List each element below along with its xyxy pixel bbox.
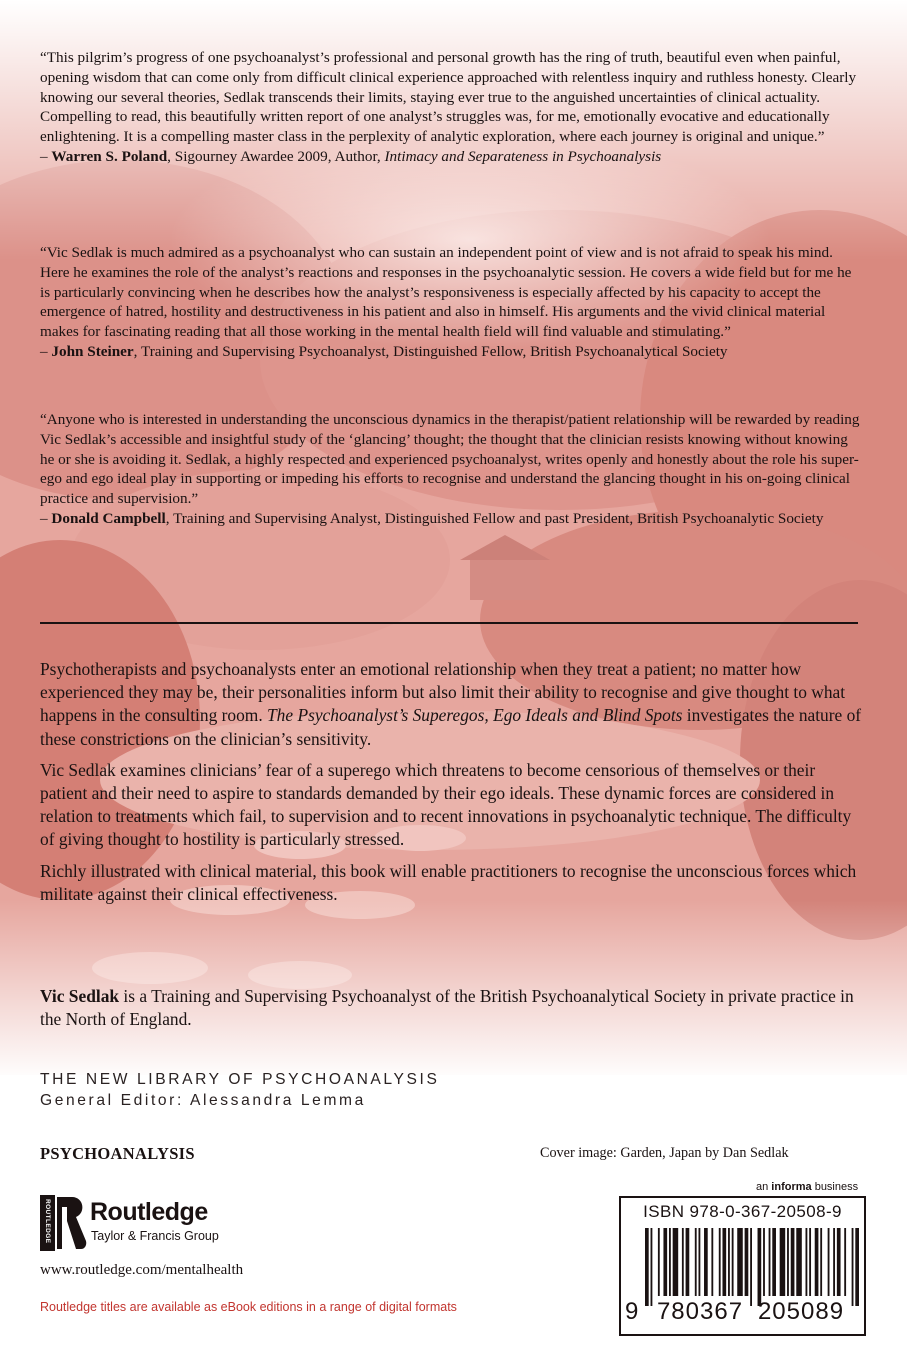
barcode-bar	[820, 1228, 822, 1296]
endorser-name: John Steiner	[51, 342, 134, 360]
barcode-bar	[682, 1228, 684, 1296]
series-editor: General Editor: Alessandra Lemma	[40, 1092, 366, 1109]
barcode-bar	[815, 1228, 819, 1296]
barcode-first-digit: 9	[625, 1298, 639, 1325]
author-bio-text: is a Training and Supervising Psychoanalyst of the British Psychoanalytical Society in private practice in the North of England.	[40, 986, 854, 1030]
barcode-bar	[719, 1228, 721, 1296]
endorsement-1	[40, 48, 865, 167]
endorsement-1-attribution: – Warren S. Poland, Sigourney Awardee 2009, Author, Intimacy and Separateness in Psychoanalysis	[40, 147, 662, 165]
barcode-bar	[704, 1228, 708, 1296]
barcode-bar	[852, 1228, 854, 1306]
barcode-bar	[711, 1228, 713, 1296]
barcode-digits-left: 780367	[656, 1298, 744, 1325]
publisher-group: Taylor & Francis Group	[91, 1229, 219, 1243]
barcode-bar	[645, 1228, 649, 1306]
barcode-bar	[745, 1228, 749, 1296]
isbn-number: ISBN 978-0-367-20508-9	[643, 1202, 842, 1221]
endorsement-2-text: “Vic Sedlak is much admired as a psychoanalyst who can sustain an independent point of view and is not afraid to speak his mind. Here he examines the role of the analyst’s reactions and responses in the psychoanalytic session. He covers a wide field but for me he is particularly convincing when he describes how the analyst’s responsiveness is especially affected by his capacity to accept the emergence of hatred, hostility and destructiveness in his patient and also in himself. His arguments and the vivid clinical material makes for fascinating reading that all those working in the mental health field will find valuable and stimulating.”	[40, 244, 852, 341]
barcode-bar	[772, 1228, 776, 1296]
endorser-book-title: Intimacy and Separateness in Psychoanalysis	[384, 147, 662, 165]
barcode-bar	[844, 1228, 846, 1296]
barcode-bar	[806, 1228, 808, 1296]
description-paragraph-3: Richly illustrated with clinical material, this book will enable practitioners to recognise the unconscious forces which militate against their clinical effectiveness.	[40, 860, 857, 904]
barcode-bar	[828, 1228, 830, 1296]
barcode-bar	[699, 1228, 701, 1296]
logo-side-text: ROUTLEDGE	[44, 1199, 51, 1244]
endorsement-3	[40, 410, 865, 529]
barcode-digits-right: 205089	[757, 1298, 845, 1325]
endorser-name: Warren S. Poland	[51, 147, 168, 165]
barcode-bar	[658, 1228, 660, 1296]
endorser-name: Donald Campbell	[51, 509, 166, 527]
author-name: Vic Sedlak	[40, 986, 120, 1006]
barcode-bar	[769, 1228, 771, 1296]
barcode-bar	[796, 1228, 802, 1296]
barcode-bar	[728, 1228, 730, 1296]
endorsement-2	[40, 243, 865, 362]
barcode-bar	[695, 1228, 697, 1296]
series-name: THE NEW LIBRARY OF PSYCHOANALYSIS	[40, 1071, 440, 1088]
series-info	[40, 1069, 440, 1111]
barcode-bar	[758, 1228, 762, 1306]
barcode-bar	[732, 1228, 734, 1296]
author-bio	[40, 985, 865, 1031]
description-paragraph-1: Psychotherapists and psychoanalysts enter an emotional relationship when they treat a patient; no matter how experienced they may be, their personalities inform but also limit their ability to recognise and give thought to what happens in the consulting room. The Psychoanalyst’s Superegos, Ego Ideals and Blind Spots investigates the nature of these constrictions on the clinician’s sensitivity.	[40, 659, 862, 749]
endorsement-2-attribution: – John Steiner, Training and Supervising Psychoanalyst, Distinguished Fellow, British Psychoanalytical Society	[40, 342, 728, 360]
barcode-bar	[686, 1228, 690, 1296]
barcode-bar	[791, 1228, 795, 1296]
publisher-url[interactable]: www.routledge.com/mentalhealth	[40, 1262, 244, 1278]
barcode-bar	[763, 1228, 765, 1296]
barcode-bar	[809, 1228, 811, 1296]
isbn-barcode-box	[619, 1196, 866, 1336]
informa-business-tag: an informa business	[756, 1181, 859, 1193]
book-title: The Psychoanalyst’s Superegos, Ego Ideals and Blind Spots	[267, 705, 683, 726]
publisher-name: Routledge	[90, 1198, 208, 1226]
barcode-bar	[750, 1228, 752, 1306]
barcode-bars	[645, 1228, 859, 1306]
barcode-bar	[855, 1228, 859, 1306]
barcode-bar	[787, 1228, 789, 1296]
barcode-bar	[780, 1228, 786, 1296]
barcode-bar	[673, 1228, 679, 1296]
endorsement-3-attribution: – Donald Campbell, Training and Supervising Analyst, Distinguished Fellow and past President, British Psychoanalytic Society	[40, 509, 824, 527]
book-description	[40, 658, 865, 906]
barcode-bar	[722, 1228, 726, 1296]
ebook-availability-note: Routledge titles are available as eBook editions in a range of digital formats	[40, 1300, 457, 1314]
endorsement-1-text: “This pilgrim’s progress of one psychoanalyst’s professional and personal growth has the ring of truth, beautiful even when painful, opening wisdom that can come only from difficult clinical experience approached with relentless inquiry and ruthless honesty. Clearly knowing our several theories, Sedlak transcends their limits, staying ever true to the anguished uncertainties of clinical actuality. Compelling to read, this beautifully written report of one analyst’s struggles was, for me, emotionally evocative and educationally enlightening. It is a compelling master class in the perplexity of analytic exploration, where each journey is original and unique.”	[40, 49, 857, 146]
routledge-logo	[40, 1195, 280, 1251]
barcode-bar	[737, 1228, 743, 1296]
cover-image-credit: Cover image: Garden, Japan by Dan Sedlak	[540, 1145, 789, 1161]
barcode-bar	[651, 1228, 653, 1306]
section-divider	[40, 622, 858, 624]
description-paragraph-2: Vic Sedlak examines clinicians’ fear of a superego which threatens to become censorious of themselves or their patient and their need to aspire to standards demanded by their ego ideals. These dynamic forces are considered in relation to treatments which fail, to supervision and to recent innovations in psychoanalytic technique. The difficulty of giving thought to hostility is particularly stressed.	[40, 759, 852, 850]
endorsement-3-text: “Anyone who is interested in understanding the unconscious dynamics in the therapist/patient relationship will be rewarded by reading Vic Sedlak’s accessible and insightful study of the ‘glancing’ thought; the thought that the clinician resists knowing without knowing he or she is avoiding it. Sedlak, a highly respected and experienced psychoanalyst, writes openly and honestly about the role his super-ego and ego ideal play in supporting or impeding his efforts to recognise and understand the glancing thought in his on-going clinical practice and supervision.”	[40, 411, 860, 508]
barcode-bar	[669, 1228, 671, 1296]
subject-category: PSYCHOANALYSIS	[40, 1144, 195, 1163]
barcode-bar	[663, 1228, 667, 1296]
barcode-bar	[833, 1228, 835, 1296]
barcode-bar	[837, 1228, 841, 1296]
